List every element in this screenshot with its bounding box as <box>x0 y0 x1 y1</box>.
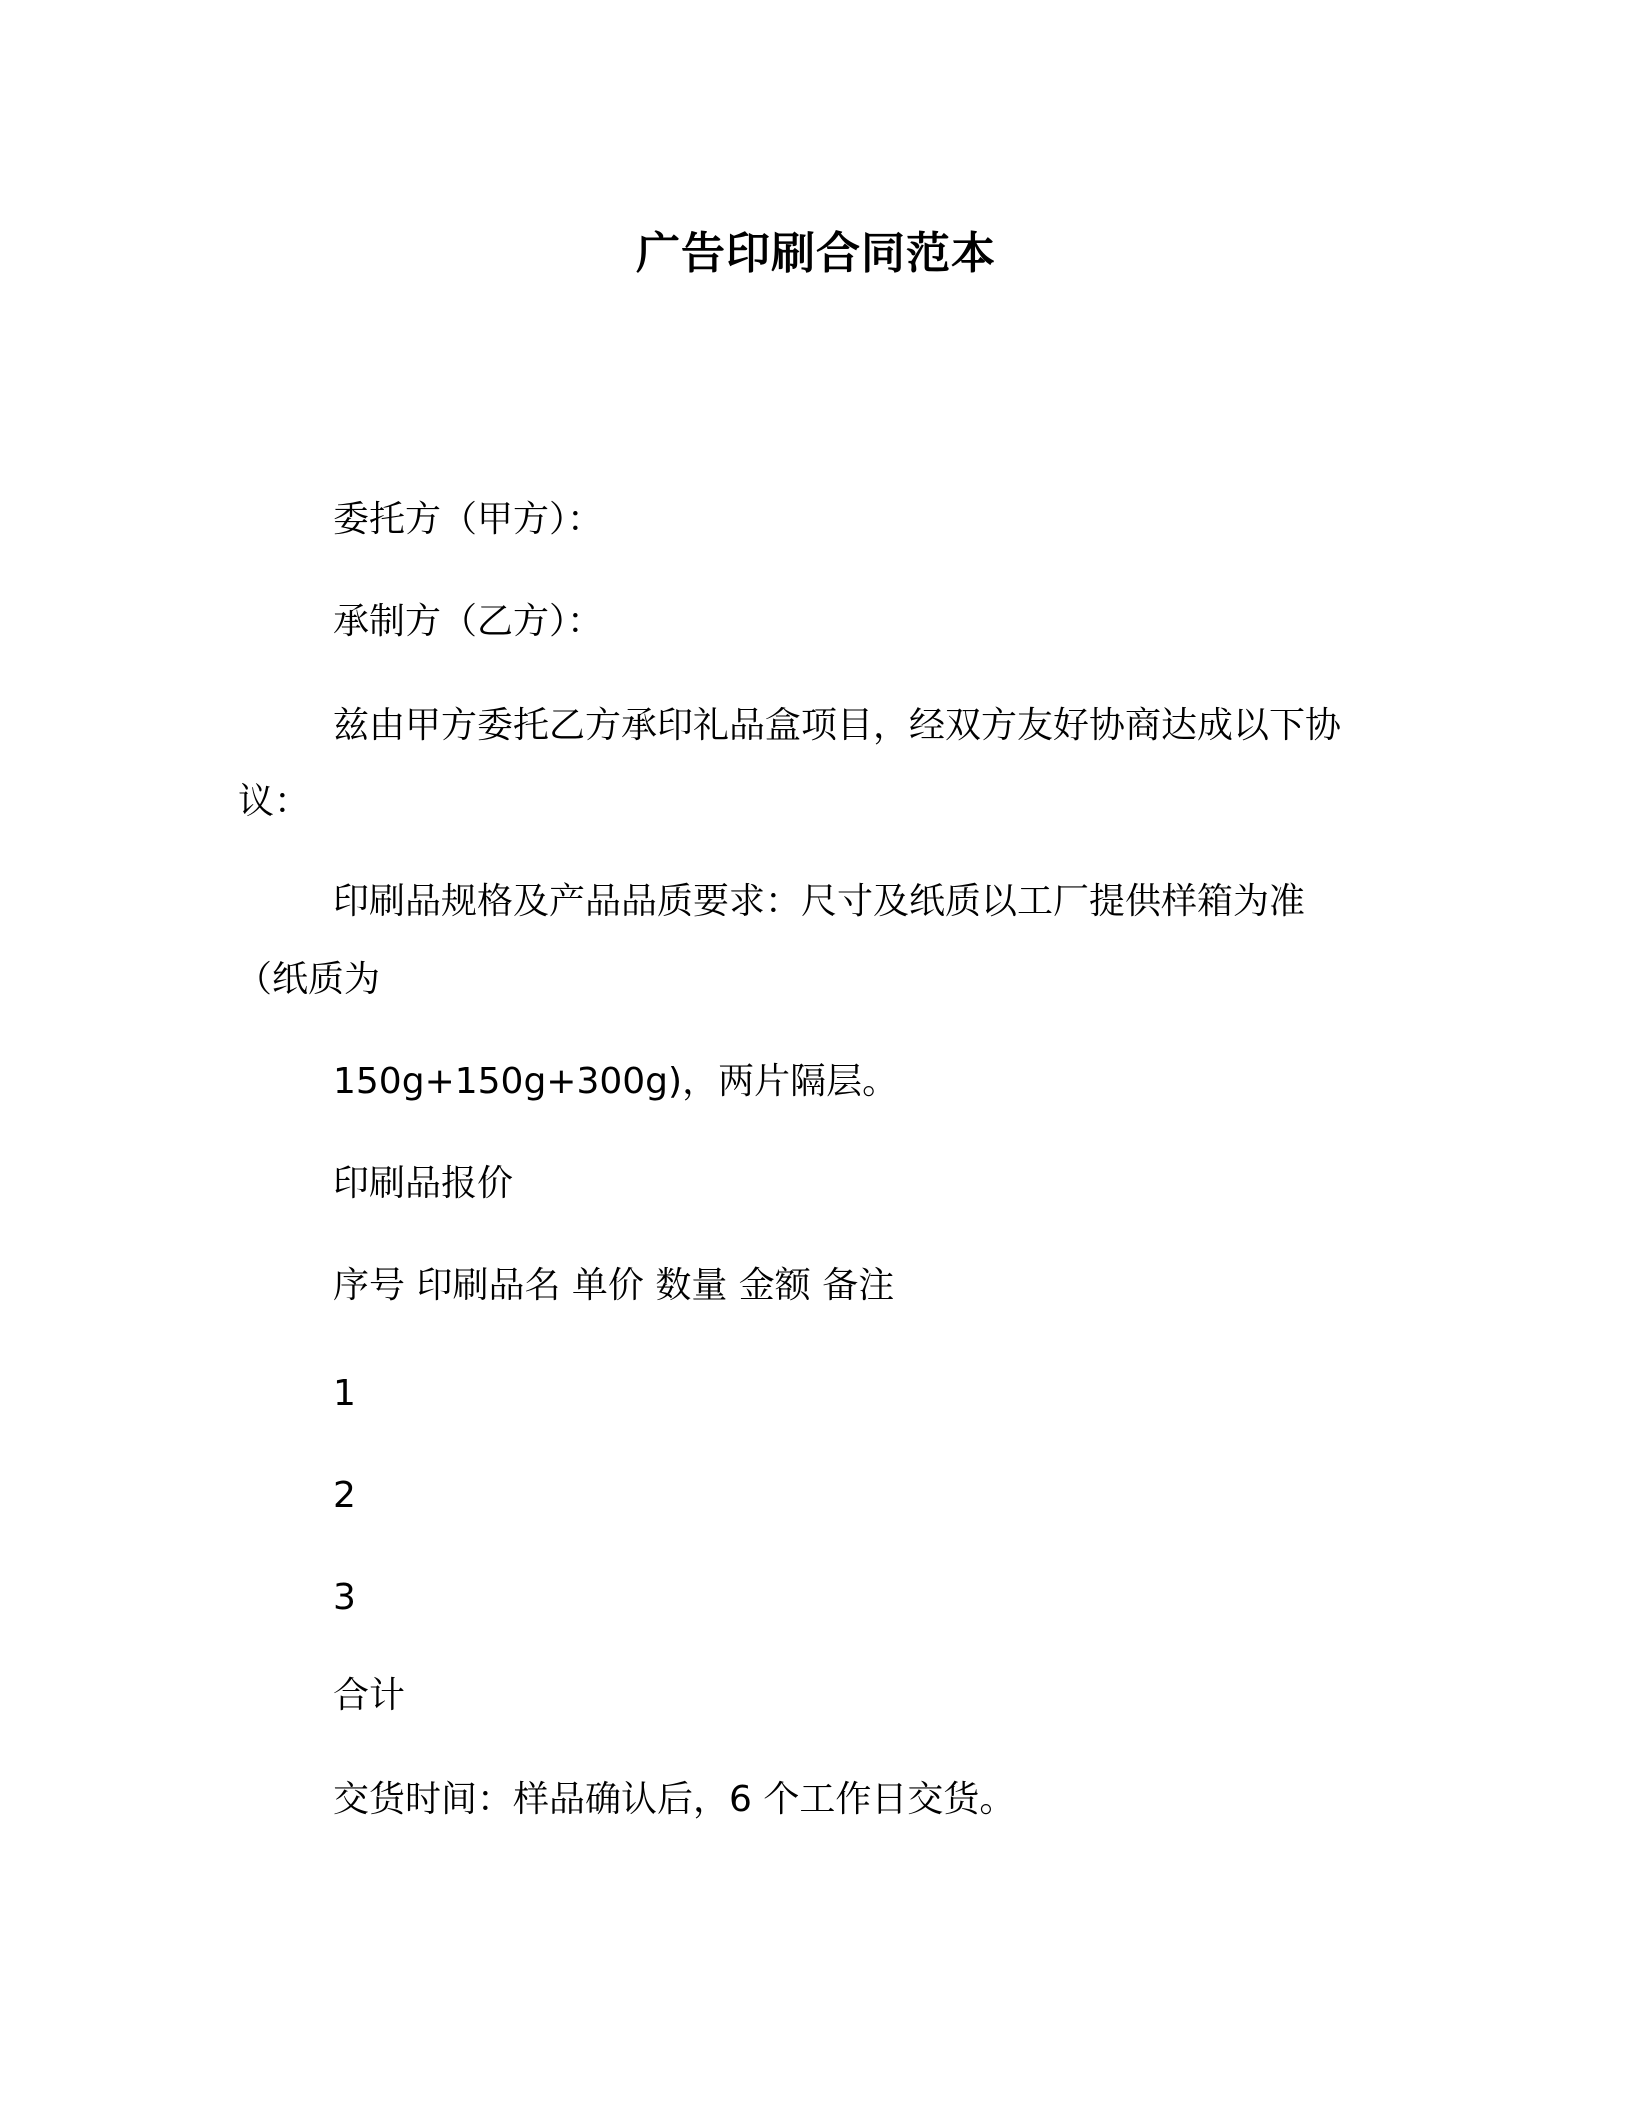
quote-table-row: 3 <box>333 1577 356 1618</box>
spec-paragraph-line1: 印刷品规格及产品品质要求：尺寸及纸质以工厂提供样箱为准 <box>333 881 1306 922</box>
party-a-label: 委托方（甲方）： <box>333 499 604 540</box>
quote-total-label: 合计 <box>333 1675 406 1716</box>
spec-paragraph-line3: 150g+150g+300g)，两片隔层。 <box>333 1061 899 1102</box>
intro-paragraph-line2: 议： <box>238 781 311 822</box>
quote-table-row: 1 <box>333 1373 356 1414</box>
quote-table-row: 2 <box>333 1475 356 1516</box>
party-b-label: 承制方（乙方）： <box>333 601 604 642</box>
quote-table-header: 序号 印刷品名 单价 数量 金额 备注 <box>333 1265 895 1306</box>
spec-paragraph-line2: （纸质为 <box>236 959 381 1000</box>
intro-paragraph-line1: 兹由甲方委托乙方承印礼品盒项目，经双方友好协商达成以下协 <box>333 705 1342 746</box>
delivery-terms: 交货时间：样品确认后，6 个工作日交货。 <box>333 1779 1016 1820</box>
document-title: 广告印刷合同范本 <box>636 228 996 279</box>
quote-heading: 印刷品报价 <box>333 1163 514 1204</box>
